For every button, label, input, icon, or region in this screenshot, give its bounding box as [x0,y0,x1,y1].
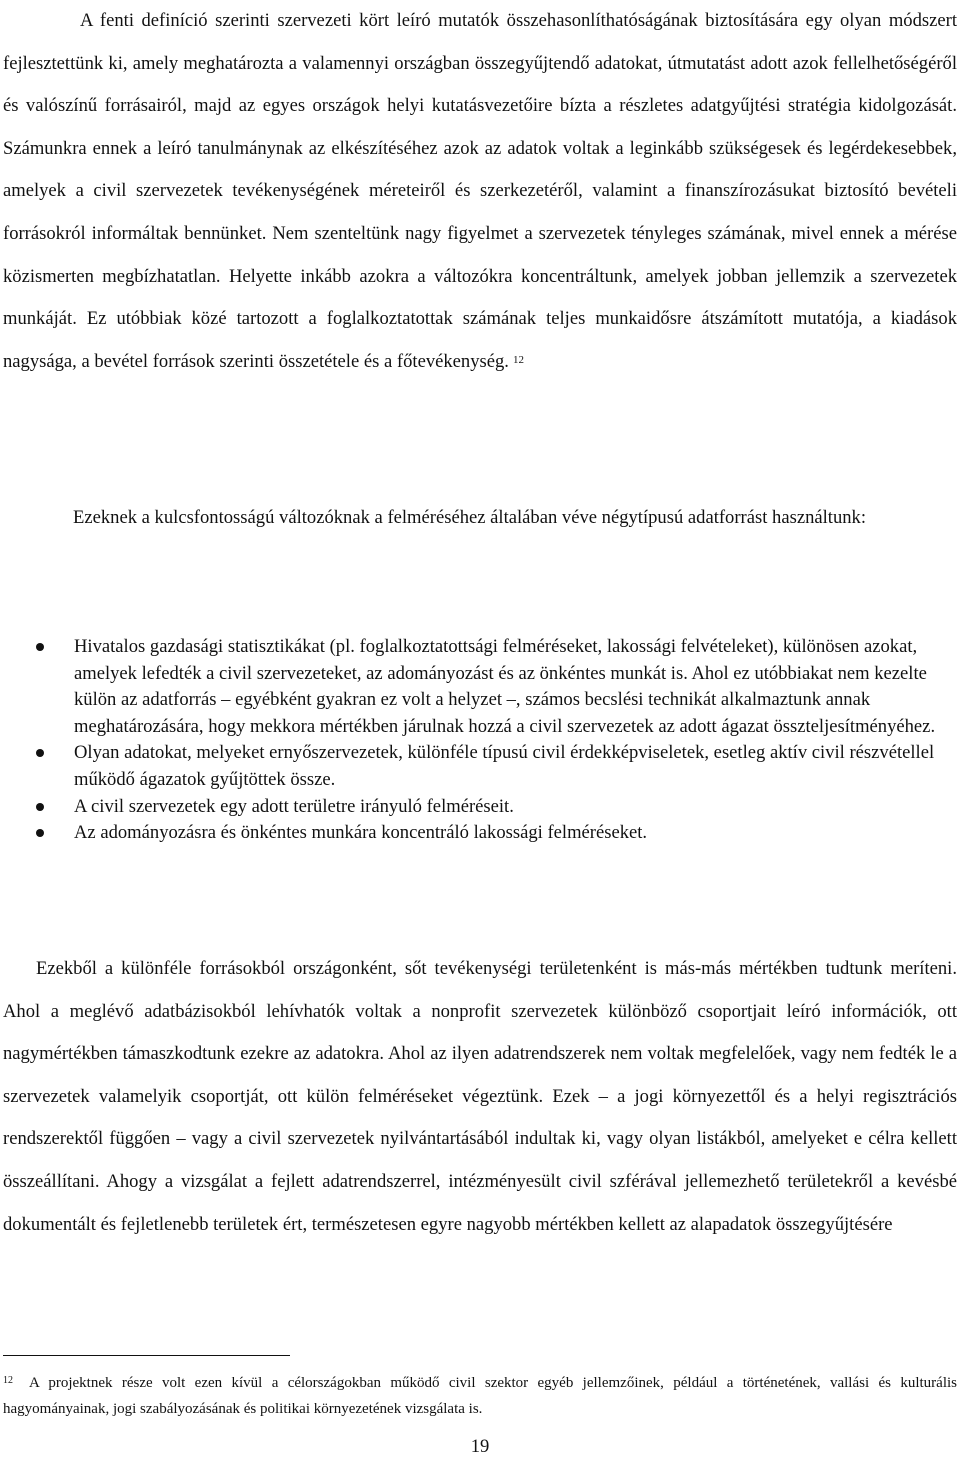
paragraph-1-text: A fenti definíció szerinti szervezeti kört leíró mutatók összehasonlíthatóságának biztosítására egy olyan módszert fejlesztettünk ki, amely meghatározta a valamennyi országban összegyűjtendő adatokat, útmutatást adott azok fellelhetőségéről és valószínű forrásairól, majd az egyes országok helyi kutatásvezetőire bízta a részletes adatgyűjtési stratégia kidolgozását. Számunkra ennek a leíró tanulmánynak az elkészítéséhez azok az adatok voltak a leginkább szükségesek és legérdekesebbek, amelyek a civil szervezetek tevékenységének méreteiről és szerkezetéről, valamint a finanszírozásukat biztosító bevételi forrásokról informáltak bennünket. Nem szenteltünk nagy figyelmet a szervezetek tényleges számának, mivel ennek a mérése közismerten megbízhatatlan. Helyette inkább azokra a változókra koncentráltunk, amelyek jobban jellemzik a szervezetek munkáját. Ez utóbbiak közé tartozott a foglalkoztatottak számának teljes munkaidősre átszámított mutatója, a kiadások nagysága, a bevétel források szerinti összetétele és a főtevékenység. [3,10,957,372]
footnote-text: A projektnek része volt ezen kívül a célországokban működő civil szektor egyéb jellemzőinek, például a történetének, vallási és kulturális hagyományainak, jogi szabályozásának és politikai környezetének vizsgálata is. [3,1375,957,1417]
list-item [36,794,952,821]
paragraph-data-source-intro: Ezeknek a kulcsfontosságú változóknak a felméréséhez általában véve négytípusú adatforrást használtunk: [73,507,867,528]
list-item [36,634,952,740]
data-source-list [36,634,952,847]
list-item [36,820,952,847]
footnote-mark: 12 [3,1375,13,1386]
bullet-icon [36,829,44,837]
list-item-text: Az adományozásra és önkéntes munkára koncentráló lakossági felméréseket. [74,822,648,844]
bullet-icon [36,749,44,757]
list-item [36,740,952,793]
footnote [3,1370,957,1422]
footnote-divider [3,1355,290,1356]
list-item-text: Hivatalos gazdasági statisztikákat (pl. foglalkoztatottsági felméréseket, lakossági felvételeket), különösen azokat, amelyek lefedték a civil szervezeteket, az adományozást és az önkéntes munkát is. Ahol ez utóbbiakat nem kezelte külön az adatforrás – egyébként gyakran ez volt a helyzet –, számos becslési technikát alkalmaztunk annak meghatározására, hogy mekkora mértékben járulnak hozzá a civil szervezetek az adott ágazat összteljesítményéhez. [74,636,936,737]
footnote-reference: 12 [512,353,524,366]
list-item-text: A civil szervezetek egy adott területre irányuló felméréseit. [74,795,514,817]
list-item-text: Olyan adatokat, melyeket ernyőszervezetek, különféle típusú civil érdekképviseletek, esetleg aktív civil részvétellel működő ágazatok gyűjtöttek össze. [74,742,935,790]
paragraph-data-collection-method [3,0,957,383]
paragraph-source-usage: Ezekből a különféle forrásokból országonként, sőt tevékenységi területenként is más-más mértékben tudtunk meríteni. Ahol a meglévő adatbázisokból lehívhatók voltak a nonprofit szervezetek különböző csoportjait leíró információk, ott nagymértékben támaszkodtunk ezekre az adatokra. Ahol az ilyen adatrendszerek nem voltak megfelelőek, vagy nem fedték le a szervezetek valamelyik csoportját, ott külön felméréseket végeztünk. Ezek – a jogi környezettől és a helyi regisztrációs rendszerektől függően – vagy a civil szervezetek nyilvántartásából indultak ki, vagy olyan listákból, amelyeket e célra kellett összeállítani. Ahogy a vizsgálat a fejlett adatrendszerrel, intézményesült civil szférával jellemezhető területekről a kevésbé dokumentált és fejletlenebb területek ért, természetesen egyre nagyobb mértékben kellett az alapadatok összegyűjtésére [3,958,957,1235]
bullet-icon [36,803,44,811]
page-number: 19 [470,1436,490,1457]
bullet-icon [36,643,44,651]
